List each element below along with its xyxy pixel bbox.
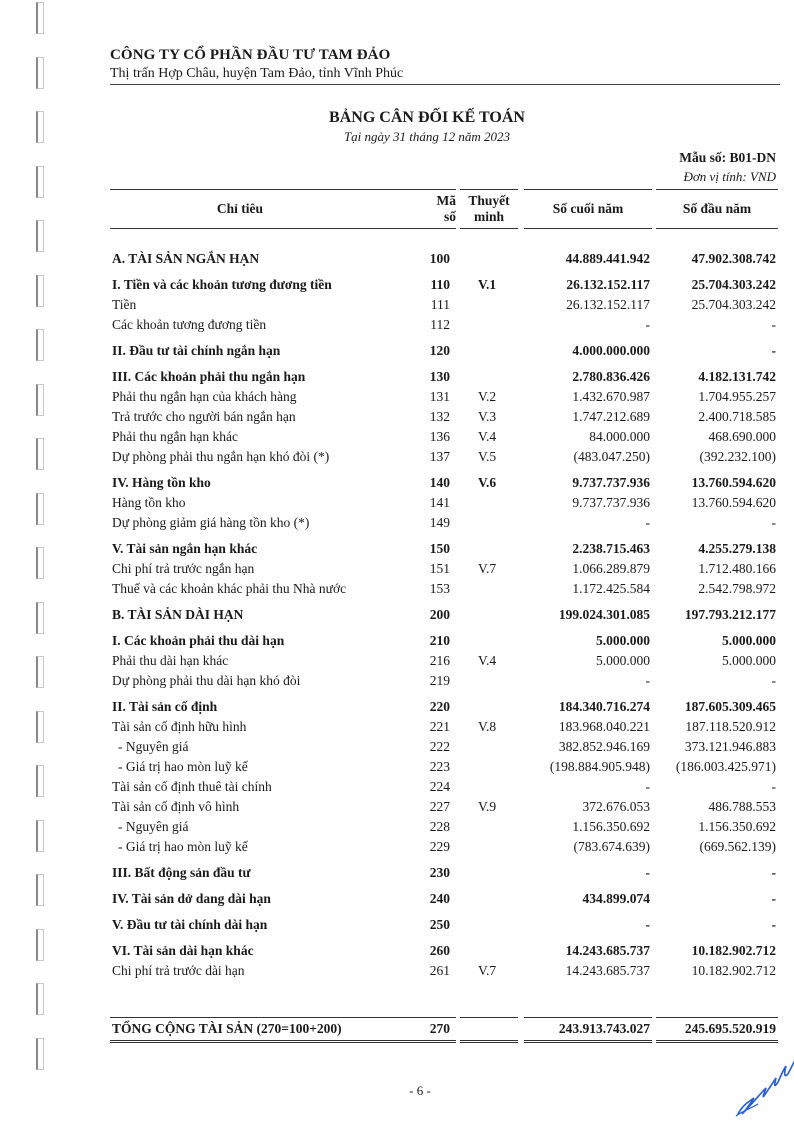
table-row [0, 778, 794, 796]
binder-ring [36, 983, 44, 1015]
row-end-year-value: - [645, 515, 650, 530]
column-header-begin-year: Số đầu năm [682, 201, 752, 216]
row-begin-year-value: - [771, 515, 776, 530]
row-code: 120 [429, 343, 450, 358]
row-label: IV. Tài sản dở dang dài hạn [112, 891, 271, 906]
total-row [0, 1020, 794, 1038]
row-note: V.5 [478, 449, 497, 464]
row-label: Trả trước cho người bán ngắn hạn [112, 409, 296, 424]
row-begin-year-value: 1.712.480.166 [698, 561, 776, 576]
column-header-code-line1: Mã [436, 193, 456, 208]
row-label: Dự phòng phải thu dài hạn khó đòi [112, 673, 301, 688]
table-row [0, 540, 794, 558]
row-code: 223 [429, 759, 450, 774]
row-code: 200 [429, 607, 450, 622]
row-end-year-value: 44.889.441.942 [565, 251, 650, 266]
row-end-year-value: 2.780.836.426 [572, 369, 650, 384]
table-row [0, 428, 794, 446]
row-code: 227 [429, 799, 450, 814]
row-label: B. TÀI SẢN DÀI HẠN [112, 607, 244, 622]
row-begin-year-value: - [771, 779, 776, 794]
header-top-rule [110, 189, 456, 190]
row-code: 149 [429, 515, 450, 530]
table-row [0, 474, 794, 492]
row-end-year-value: 183.968.040.221 [558, 719, 650, 734]
table-row [0, 316, 794, 334]
row-label: Phải thu dài hạn khác [112, 653, 229, 668]
row-end-year-value: - [645, 917, 650, 932]
row-end-year-value: 1.066.289.879 [572, 561, 650, 576]
column-header-code-line2: số [443, 209, 456, 224]
row-end-year-value: 382.852.946.169 [558, 739, 650, 754]
row-end-year-value: 14.243.685.737 [565, 963, 650, 978]
row-begin-year-value: 4.255.279.138 [698, 541, 776, 556]
row-begin-year-value: 2.400.718.585 [698, 409, 776, 424]
row-end-year-value: 2.238.715.463 [572, 541, 650, 556]
row-code: 140 [429, 475, 450, 490]
table-row [0, 368, 794, 386]
signature-initial [732, 1058, 794, 1118]
row-label: Dự phòng phải thu ngắn hạn khó đòi (*) [112, 449, 330, 464]
row-note: V.9 [478, 799, 497, 814]
header-bottom-rule [460, 228, 518, 229]
row-code: 130 [429, 369, 450, 384]
total-top-rule [656, 1017, 778, 1018]
row-label: III. Các khoản phải thu ngắn hạn [112, 369, 306, 384]
table-row [0, 758, 794, 776]
row-code: 221 [429, 719, 450, 734]
binder-ring [36, 57, 44, 89]
row-label: Tài sản cố định thuê tài chính [112, 779, 272, 794]
company-address: Thị trấn Hợp Châu, huyện Tam Đảo, tỉnh Vĩnh Phúc [110, 66, 404, 81]
row-end-year-value: 84.000.000 [589, 429, 650, 444]
row-label: - Nguyên giá [118, 739, 189, 754]
row-code: 111 [430, 297, 450, 312]
document-date: Tại ngày 31 tháng 12 năm 2023 [343, 129, 511, 144]
table-row [0, 798, 794, 816]
form-number: Mẫu số: B01-DN [679, 150, 776, 165]
row-end-year-value: 434.899.074 [582, 891, 650, 906]
row-begin-year-value: 25.704.303.242 [691, 277, 776, 292]
row-begin-year-value: 13.760.594.620 [691, 495, 776, 510]
row-end-year-value: 184.340.716.274 [558, 699, 650, 714]
row-begin-year-value: 373.121.946.883 [684, 739, 776, 754]
row-end-year-value: - [645, 317, 650, 332]
row-code: 100 [429, 251, 450, 266]
row-label: - Giá trị hao mòn luỹ kế [118, 759, 248, 774]
header-bottom-rule [656, 228, 778, 229]
row-note: V.7 [478, 561, 497, 576]
row-end-year-value: 14.243.685.737 [565, 943, 650, 958]
row-code: 230 [429, 865, 450, 880]
row-label: Thuế và các khoản khác phải thu Nhà nước [112, 581, 347, 596]
row-code: 210 [429, 633, 450, 648]
row-end-year-value: 1.747.212.689 [572, 409, 650, 424]
row-end-year-value: (783.674.639) [573, 839, 650, 854]
row-label: Tài sản cố định vô hình [112, 799, 240, 814]
row-end-year-value: - [645, 865, 650, 880]
row-end-year-value: 4.000.000.000 [572, 343, 650, 358]
column-header-code [390, 193, 456, 225]
binder-ring [36, 2, 44, 34]
row-end-year-value: 5.000.000 [596, 633, 650, 648]
row-code: 141 [429, 495, 450, 510]
row-code: 110 [430, 277, 450, 292]
table-row [0, 276, 794, 294]
row-begin-year-value: 486.788.553 [708, 799, 776, 814]
header-bottom-rule [110, 228, 456, 229]
row-label: V. Tài sản ngắn hạn khác [112, 541, 258, 556]
total-end-year: 243.913.743.027 [558, 1021, 650, 1036]
table-row [0, 672, 794, 690]
row-code: 261 [429, 963, 450, 978]
row-begin-year-value: (186.003.425.971) [675, 759, 776, 774]
row-end-year-value: 199.024.301.085 [558, 607, 650, 622]
row-label: Dự phòng giảm giá hàng tồn kho (*) [112, 515, 310, 530]
row-label: II. Tài sản cố định [112, 699, 218, 714]
total-double-rule [656, 1040, 778, 1043]
table-row [0, 296, 794, 314]
row-begin-year-value: - [771, 891, 776, 906]
table-row [0, 698, 794, 716]
row-code: 136 [429, 429, 450, 444]
row-begin-year-value: 197.793.212.177 [684, 607, 776, 622]
row-note: V.8 [478, 719, 497, 734]
table-row [0, 718, 794, 736]
total-label: TỔNG CỘNG TÀI SẢN (270=100+200) [112, 1021, 342, 1036]
table-row [0, 916, 794, 934]
row-note: V.2 [478, 389, 497, 404]
header-divider [110, 84, 780, 85]
row-label: Phải thu ngắn hạn của khách hàng [112, 389, 297, 404]
row-end-year-value: 372.676.053 [582, 799, 650, 814]
header-top-rule [460, 189, 518, 190]
row-note: V.7 [478, 963, 497, 978]
row-begin-year-value: 5.000.000 [722, 653, 776, 668]
row-end-year-value: 1.156.350.692 [572, 819, 650, 834]
binder-ring [36, 166, 44, 198]
row-begin-year-value: 187.605.309.465 [684, 699, 776, 714]
total-double-rule [524, 1040, 652, 1043]
column-header-note [460, 193, 518, 225]
row-label: V. Đầu tư tài chính dài hạn [112, 917, 268, 932]
row-code: 151 [429, 561, 450, 576]
table-row [0, 738, 794, 756]
row-end-year-value: 5.000.000 [596, 653, 650, 668]
table-row [0, 890, 794, 908]
row-code: 224 [429, 779, 450, 794]
row-end-year-value: 9.737.737.936 [572, 495, 650, 510]
total-begin-year: 245.695.520.919 [684, 1021, 776, 1036]
header-bottom-rule [524, 228, 652, 229]
column-header-note-line1: Thuyết [468, 193, 510, 208]
row-label: I. Tiền và các khoản tương đương tiền [112, 277, 332, 292]
row-label: Phải thu ngắn hạn khác [112, 429, 238, 444]
row-code: 216 [429, 653, 450, 668]
table-row [0, 818, 794, 836]
row-label: VI. Tài sản dài hạn khác [112, 943, 254, 958]
row-note: V.4 [478, 653, 497, 668]
row-label: I. Các khoản phải thu dài hạn [112, 633, 285, 648]
row-note: V.6 [478, 475, 497, 490]
row-label: - Nguyên giá [118, 819, 189, 834]
row-label: IV. Hàng tồn kho [112, 475, 211, 490]
page-number: - 6 - [409, 1083, 431, 1098]
row-begin-year-value: 10.182.902.712 [691, 943, 776, 958]
total-top-rule [110, 1017, 456, 1018]
table-row [0, 942, 794, 960]
table-row [0, 494, 794, 512]
row-code: 137 [429, 449, 450, 464]
table-row [0, 652, 794, 670]
row-begin-year-value: - [771, 317, 776, 332]
company-name: CÔNG TY CỔ PHẦN ĐẦU TƯ TAM ĐẢO [110, 47, 391, 63]
table-row [0, 962, 794, 980]
row-begin-year-value: - [771, 865, 776, 880]
row-begin-year-value: (392.232.100) [699, 449, 776, 464]
table-row [0, 632, 794, 650]
row-label: - Giá trị hao mòn luỹ kế [118, 839, 248, 854]
row-code: 150 [429, 541, 450, 556]
table-row [0, 560, 794, 578]
row-code: 222 [429, 739, 450, 754]
row-code: 153 [429, 581, 450, 596]
row-begin-year-value: - [771, 917, 776, 932]
row-label: II. Đầu tư tài chính ngắn hạn [112, 343, 281, 358]
total-code: 270 [429, 1021, 450, 1036]
row-end-year-value: 1.172.425.584 [572, 581, 650, 596]
row-label: Chi phí trả trước ngắn hạn [112, 561, 255, 576]
column-header-item: Chỉ tiêu [216, 201, 264, 216]
header-top-rule [656, 189, 778, 190]
row-begin-year-value: 2.542.798.972 [698, 581, 776, 596]
table-row [0, 864, 794, 882]
row-end-year-value: 9.737.737.936 [572, 475, 650, 490]
document-title: BẢNG CÂN ĐỐI KẾ TOÁN [329, 109, 525, 126]
table-row [0, 342, 794, 360]
row-code: 228 [429, 819, 450, 834]
row-label: Hàng tồn kho [112, 495, 186, 510]
row-code: 250 [429, 917, 450, 932]
row-begin-year-value: 187.118.520.912 [685, 719, 776, 734]
row-begin-year-value: 4.182.131.742 [698, 369, 776, 384]
row-note: V.3 [478, 409, 497, 424]
column-header-end-year: Số cuối năm [552, 201, 624, 216]
total-double-rule [460, 1040, 518, 1043]
row-note: V.4 [478, 429, 497, 444]
row-begin-year-value: 468.690.000 [708, 429, 776, 444]
table-row [0, 580, 794, 598]
row-label: III. Bất động sản đầu tư [112, 865, 251, 880]
row-begin-year-value: 10.182.902.712 [691, 963, 776, 978]
row-begin-year-value: - [771, 343, 776, 358]
row-end-year-value: - [645, 779, 650, 794]
total-top-rule [460, 1017, 518, 1018]
row-code: 260 [429, 943, 450, 958]
row-end-year-value: - [645, 673, 650, 688]
row-end-year-value: 26.132.152.117 [566, 277, 650, 292]
row-code: 219 [429, 673, 450, 688]
row-begin-year-value: 5.000.000 [722, 633, 776, 648]
row-code: 229 [429, 839, 450, 854]
row-begin-year-value: 13.760.594.620 [691, 475, 776, 490]
row-end-year-value: 1.432.670.987 [572, 389, 650, 404]
row-code: 131 [429, 389, 450, 404]
table-row [0, 250, 794, 268]
table-row [0, 408, 794, 426]
table-row [0, 838, 794, 856]
table-row [0, 388, 794, 406]
binder-ring [36, 220, 44, 252]
row-label: Tiền [112, 297, 137, 312]
header-top-rule [524, 189, 652, 190]
row-code: 240 [429, 891, 450, 906]
total-top-rule [524, 1017, 652, 1018]
row-begin-year-value: 25.704.303.242 [691, 297, 776, 312]
row-begin-year-value: - [771, 673, 776, 688]
row-end-year-value: (198.884.905.948) [549, 759, 650, 774]
column-header-note-line2: minh [473, 209, 504, 224]
currency-unit: Đơn vị tính: VND [683, 169, 776, 184]
row-begin-year-value: 1.704.955.257 [698, 389, 776, 404]
row-label: Chi phí trả trước dài hạn [112, 963, 245, 978]
row-begin-year-value: 47.902.308.742 [691, 251, 776, 266]
row-end-year-value: (483.047.250) [573, 449, 650, 464]
row-code: 132 [429, 409, 450, 424]
row-label: Tài sản cố định hữu hình [112, 719, 247, 734]
row-code: 112 [430, 317, 450, 332]
row-end-year-value: 26.132.152.117 [566, 297, 650, 312]
row-begin-year-value: 1.156.350.692 [698, 819, 776, 834]
row-label: Các khoản tương đương tiền [112, 317, 267, 332]
row-begin-year-value: (669.562.139) [699, 839, 776, 854]
binder-ring [36, 1038, 44, 1070]
row-code: 220 [429, 699, 450, 714]
table-row [0, 448, 794, 466]
total-double-rule [110, 1040, 456, 1043]
row-note: V.1 [478, 277, 497, 292]
row-label: A. TÀI SẢN NGẮN HẠN [112, 251, 260, 266]
table-row [0, 514, 794, 532]
table-row [0, 606, 794, 624]
